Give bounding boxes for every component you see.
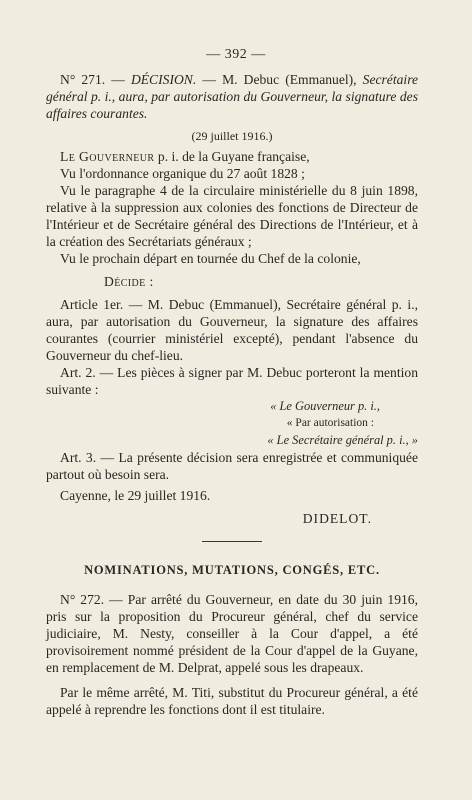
decide-heading: Décide : <box>104 274 154 289</box>
dash: — <box>196 72 223 87</box>
section-title: NOMINATIONS, MUTATIONS, CONGÉS, ETC. <box>84 563 380 577</box>
nomination-paragraph-1: N° 272. — Par arrêté du Gouverneur, en date du 30 juin 1916, pris sur la proposition du Procureur général, chef du service judiciaire, M. Nesty, conseiller à la Cour d'appel, a été provisoirement nommé président de la Cour d'appel de la Guyane, en remplacement de M. Delprat, appelé sous les drapeaux. <box>46 592 418 675</box>
vu-paragraph-3: Vu le prochain départ en tournée du Chef de la colonie, <box>60 251 361 266</box>
vu-paragraph-2: Vu le paragraphe 4 de la circulaire ministérielle du 8 juin 1898, relative à la suppression aux colonies des fonctions de Directeur de l'Intérieur et de Secrétaire général des Directions de l'Intérieur, et à la création des Secrétariats généraux ; <box>46 183 418 249</box>
mention-line-2: « Par autorisation : <box>286 417 374 429</box>
mention-line-1: « Le Gouverneur p. i., <box>270 399 380 413</box>
decision-type: DÉCISION. <box>130 72 197 87</box>
article-2: Art. 2. — Les pièces à signer par M. Debuc porteront la mention suivante : <box>46 365 418 397</box>
section-divider <box>202 541 262 542</box>
place-and-date: Cayenne, le 29 juillet 1916. <box>60 488 211 503</box>
decision-number: N° 271. <box>60 72 106 87</box>
governor-line <box>46 148 418 165</box>
dash: — <box>105 72 131 87</box>
decision-summary: Secrétaire général p. i., aura, par autorisation du Gouverneur, la signature des affaires courantes. <box>46 72 419 121</box>
decision-heading <box>46 71 418 122</box>
article-1: Article 1er. — M. Debuc (Emmanuel), Secrétaire général p. i., aura, par autorisation du Gouverneur, la signature des affaires courantes (courrier ministériel excepté), pendant l'absence du Gouverneur du chef-lieu. <box>46 297 418 363</box>
governor-territory: p. i. de la Guyane française, <box>154 149 310 164</box>
governor-title: Le Gouverneur <box>60 149 155 164</box>
decision-date: (29 juillet 1916.) <box>191 129 273 143</box>
nomination-paragraph-2: Par le même arrêté, M. Titi, substitut du Procureur général, a été appelé à reprendre les fonctions dont il est titulaire. <box>46 685 418 717</box>
vu-paragraph-1: Vu l'ordonnance organique du 27 août 1828 ; <box>60 166 305 181</box>
page-number: — 392 — <box>206 47 266 62</box>
paragraph-gap <box>46 676 418 684</box>
mention-line-3: « Le Secrétaire général p. i., » <box>267 433 418 447</box>
signature-name: DIDELOT. <box>302 511 372 526</box>
decision-person: M. Debuc (Emmanuel), <box>222 72 363 87</box>
article-3: Art. 3. — La présente décision sera enregistrée et communiquée partout où besoin sera. <box>46 450 418 482</box>
